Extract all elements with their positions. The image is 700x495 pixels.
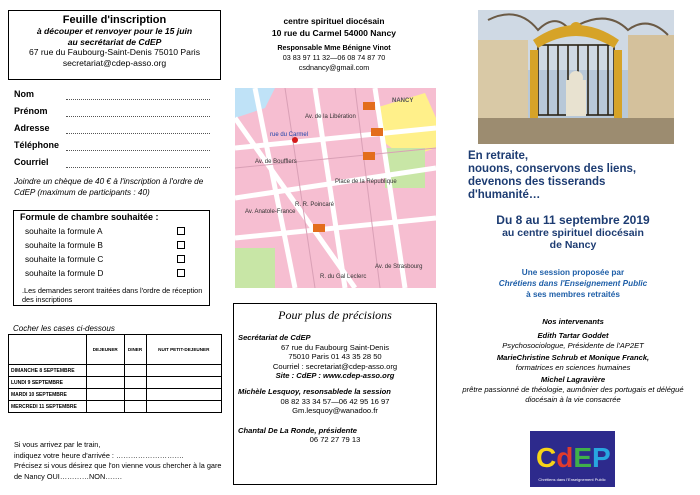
field-label: Téléphone — [14, 140, 60, 150]
inscription-instruction: à découper et renvoyer pour le 15 juin — [36, 26, 193, 36]
header-dejeuner: DEJEUNER — [87, 335, 125, 365]
inscription-email: secretariat@cdep-asso.org — [62, 57, 167, 68]
center-name: centre spirituel diocésain — [283, 16, 385, 26]
map-label-anatole: Av. Anatole-France — [245, 209, 296, 215]
formule-option-a[interactable] — [25, 226, 185, 237]
secretariat-city-phone: 75010 Paris 01 43 35 28 50 — [288, 352, 382, 362]
slogan-line: devenons des tisserands — [468, 176, 606, 188]
chantal-title: Chantal De La Ronde, présidente — [238, 425, 357, 435]
meal-cell[interactable] — [124, 389, 146, 401]
arrival-line: Précisez si vous désirez que l'on vienne vous chercher à la gare de Nancy OUI…………NON……. — [14, 461, 222, 481]
logo-svg — [530, 431, 615, 487]
formule-option-b[interactable] — [25, 240, 185, 251]
day-label: MARDI 10 SEPTEMBRE — [9, 389, 87, 401]
session-org: Chrétiens dans l'Enseignement Public — [498, 279, 648, 288]
map-label-place: Place de la République — [335, 179, 397, 185]
speaker-role: prêtre passionné de théologie, aumônier des portugais et délégué diocésain à la vie consacrée — [462, 385, 684, 404]
arrival-line: Si vous arrivez par le train, — [14, 440, 101, 449]
speakers-title: Nos intervenants — [542, 317, 604, 326]
formule-option-d[interactable] — [25, 268, 185, 279]
checkbox[interactable] — [177, 269, 185, 277]
meal-cell[interactable] — [146, 389, 221, 401]
field-label: Courriel — [14, 157, 49, 167]
precisions-box — [233, 303, 437, 485]
speaker-name: MarieChristine Schrub et Monique Franck, — [496, 353, 650, 362]
stanislas-gate-photo — [478, 10, 674, 144]
slogan-line: En retraite, — [468, 150, 529, 162]
day-label: DIMANCHE 8 SEPTEMBRE — [9, 365, 87, 377]
map-svg — [235, 88, 436, 288]
dates-city: de Nancy — [549, 239, 597, 251]
formule-title: Formule de chambre souhaitée : — [20, 212, 159, 222]
option-label: souhaite la formule C — [25, 254, 104, 264]
secretariat-title: Secrétariat de CdEP — [238, 333, 311, 342]
meal-cell[interactable] — [87, 389, 125, 401]
center-email[interactable]: csdnancy@gmail.com — [298, 63, 370, 72]
logo-text: CdEP — [536, 442, 611, 473]
photo-svg — [478, 10, 674, 144]
table-row — [9, 377, 222, 389]
center-phones: 03 83 97 11 32—06 08 74 87 70 — [282, 53, 386, 62]
inscription-address: 67 rue du Faubourg-Saint-Denis 75010 Paris — [28, 47, 201, 57]
meal-cell[interactable] — [87, 365, 125, 377]
table-corner — [9, 335, 87, 365]
logo-subtitle: Chrétiens dans l'Enseignement Public — [538, 477, 606, 482]
checkbox[interactable] — [177, 241, 185, 249]
speakers — [462, 317, 684, 407]
map-label-nancy: NANCY — [392, 98, 414, 104]
inscription-title: Feuille d'inscription — [62, 14, 167, 26]
checkbox[interactable] — [177, 227, 185, 235]
arrival-note — [14, 440, 224, 482]
map-label-boufflers: Av. de Boufflers — [255, 159, 297, 165]
meal-cell[interactable] — [124, 377, 146, 389]
meal-cell[interactable] — [146, 377, 221, 389]
cocher-label: Cocher les cases ci-dessous — [13, 324, 115, 333]
field-telephone[interactable] — [14, 140, 214, 152]
event-dates — [462, 213, 684, 251]
meal-cell[interactable] — [87, 377, 125, 389]
speaker-role: formatrices en sciences humaines — [515, 363, 631, 372]
field-courriel[interactable] — [14, 157, 214, 169]
cdep-logo — [530, 431, 615, 487]
header-diner: DINER — [124, 335, 146, 365]
secretariat-address: 67 rue du Faubourg Saint-Denis — [280, 342, 390, 352]
meal-cell[interactable] — [124, 365, 146, 377]
map-label-strasbourg: Av. de Strasbourg — [375, 264, 423, 270]
table-row — [9, 365, 222, 377]
michele-email[interactable]: Gm.lesquoy@wanadoo.fr — [292, 406, 378, 416]
field-adresse[interactable] — [14, 123, 214, 135]
slogan-line: nouons, conservons des liens, — [468, 163, 637, 175]
slogan — [468, 150, 668, 202]
center-responsable: Responsable Mme Bénigne Vinot — [277, 43, 391, 52]
formule-note: .Les demandes seront traitées dans l'ordre de réception des inscriptions — [22, 286, 203, 304]
session-line: Une session proposée par — [521, 268, 625, 277]
field-label: Adresse — [14, 123, 50, 133]
field-prenom[interactable] — [14, 106, 214, 118]
map-label-liberation: Av. de la Libération — [305, 114, 356, 120]
map-image — [235, 88, 436, 288]
map-label-poincare: R. R. Poincaré — [295, 202, 335, 208]
meal-cell[interactable] — [146, 401, 221, 413]
day-label: LUNDI 9 SEPTEMBRE — [9, 377, 87, 389]
meal-cell[interactable] — [87, 401, 125, 413]
dates-line: Du 8 au 11 septembre 2019 — [496, 213, 650, 227]
speaker-name: Edith Tartar Goddet — [537, 331, 609, 340]
michele-phones: 08 82 33 34 57—06 42 95 16 97 — [280, 396, 390, 406]
option-label: souhaite la formule A — [25, 226, 103, 236]
meals-table — [8, 334, 222, 413]
session-info — [464, 267, 682, 300]
secretariat-email[interactable]: Courriel : secretariat@cdep-asso.org — [272, 361, 398, 371]
meal-cell[interactable] — [146, 365, 221, 377]
secretariat-site[interactable]: Site : CdEP : www.cdep-asso.org — [275, 371, 395, 381]
michele-title: Michèle Lesquoy, resonsablede la session — [238, 386, 391, 396]
dates-venue: au centre spirituel diocésain — [502, 227, 644, 239]
speaker-role: Psychosociologue, Présidente de l'AP2ET — [502, 341, 644, 350]
session-line: à ses membres retraités — [526, 290, 620, 299]
inscription-box — [8, 10, 221, 80]
arrival-line: indiquez votre heure d'arrivée : ………………………. — [14, 450, 184, 460]
speaker-name: Michel Lagravière — [540, 375, 606, 384]
map-label-carmel: rue du Carmel — [270, 132, 309, 138]
option-label: souhaite la formule D — [25, 268, 104, 278]
slogan-line: d'humanité… — [468, 189, 541, 201]
table-row — [9, 389, 222, 401]
meal-cell[interactable] — [124, 401, 146, 413]
formule-option-c[interactable] — [25, 254, 185, 265]
map-label-leclerc: R. du Gal Leclerc — [320, 274, 367, 280]
center-address: 10 rue du Carmel 54000 Nancy — [271, 28, 397, 38]
center-info — [236, 15, 432, 73]
table-row — [9, 401, 222, 413]
chantal-phone: 06 72 27 79 13 — [309, 435, 361, 445]
header-nuit: NUIT PETIT-DEJEUNER — [146, 335, 221, 365]
precisions-title: Pour plus de précisions — [278, 308, 392, 322]
cheque-note: Joindre un chèque de 40 € à l'inscription à l'ordre de CdEP (maximum de participants : 40) — [14, 177, 204, 197]
field-label: Nom — [14, 89, 34, 99]
day-label: MERCREDI 11 SEPTEMBRE — [9, 401, 87, 413]
option-label: souhaite la formule B — [25, 240, 103, 250]
field-label: Prénom — [14, 106, 48, 116]
field-nom[interactable] — [14, 89, 214, 101]
checkbox[interactable] — [177, 255, 185, 263]
inscription-recipient: au secrétariat de CdEP — [67, 36, 162, 47]
